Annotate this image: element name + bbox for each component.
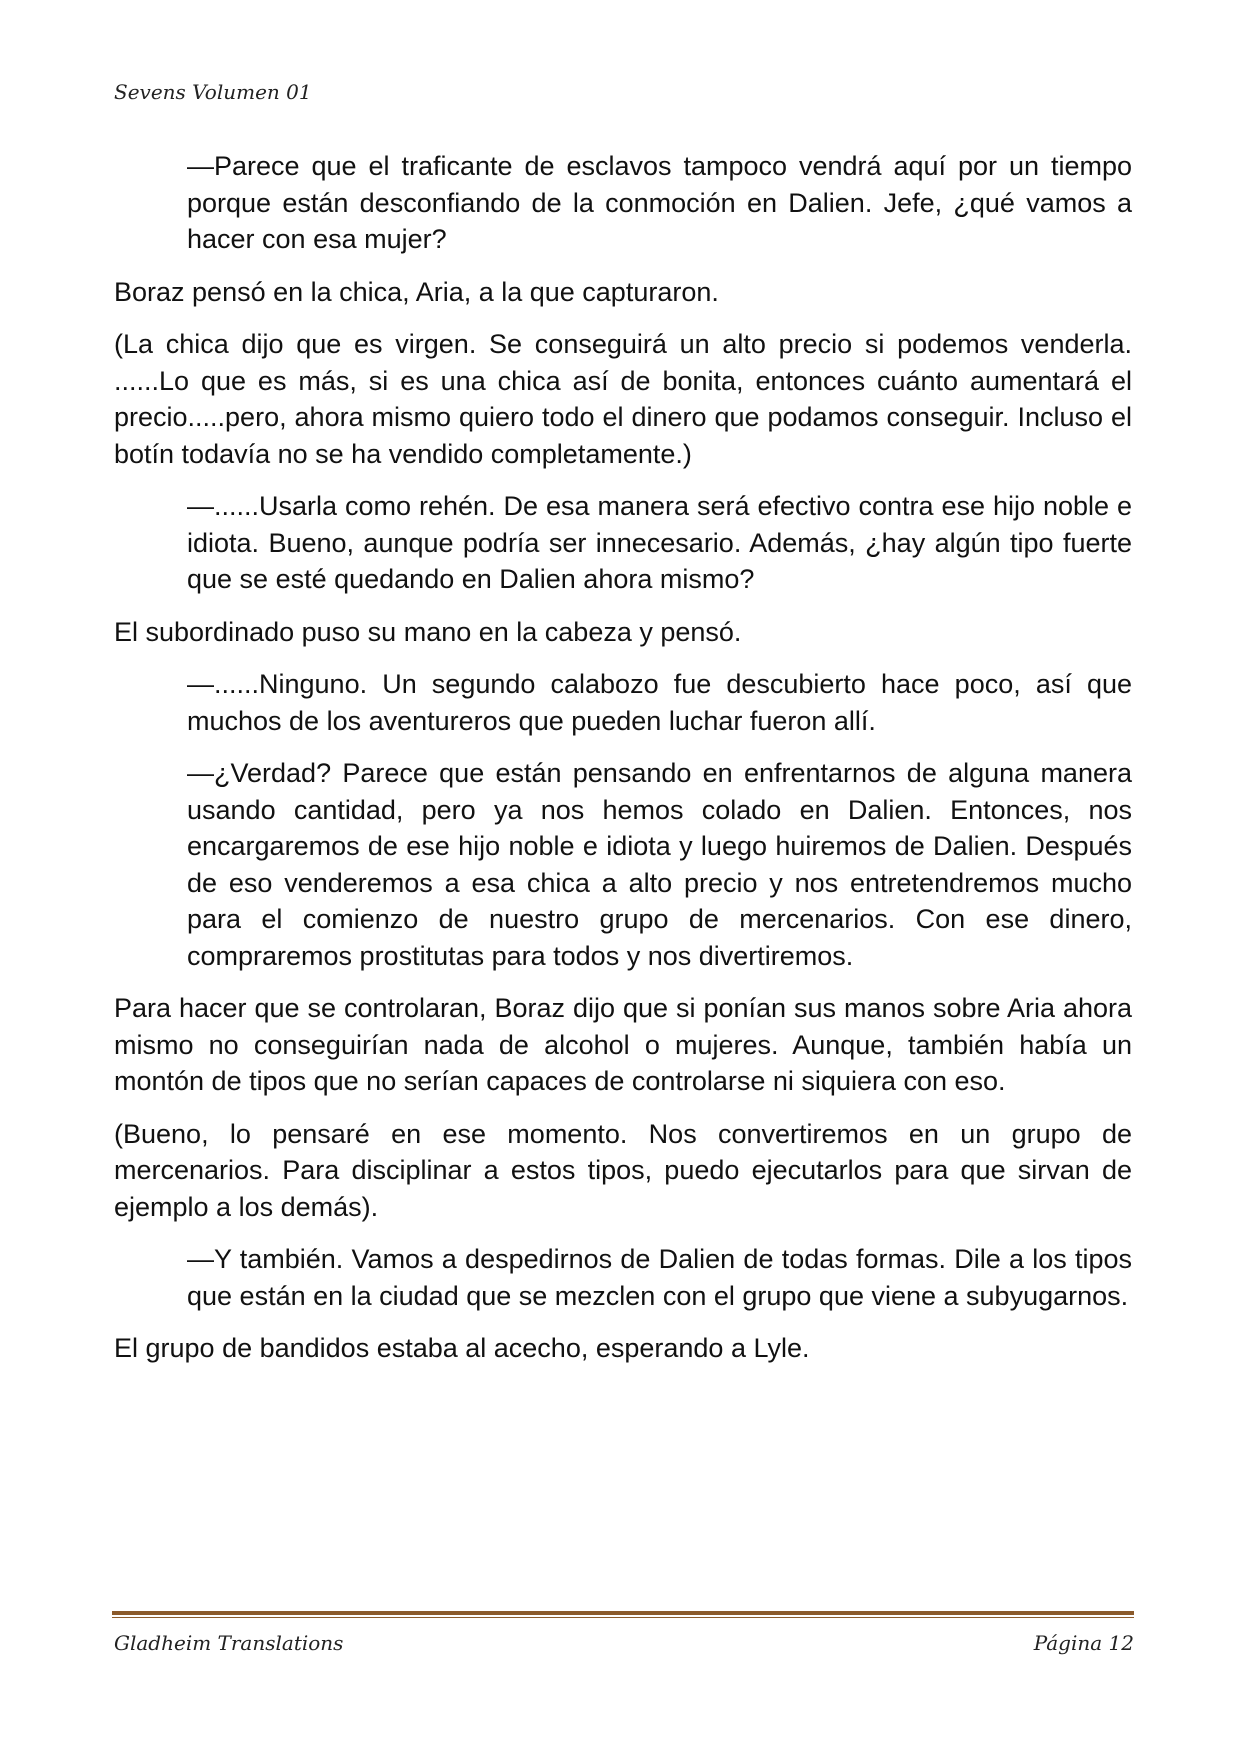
narration-paragraph: El grupo de bandidos estaba al acecho, esperando a Lyle.: [114, 1333, 810, 1363]
running-header: Sevens Volumen 01: [114, 80, 312, 104]
footer-rule-thin: [112, 1617, 1134, 1618]
narration-paragraph: Boraz pensó en la chica, Aria, a la que capturaron.: [114, 276, 719, 307]
dialogue-paragraph: —¿Verdad? Parece que están pensando en enfrentarnos de alguna manera usando cantidad, pero ya nos hemos colado en Dalien. Entonces, nos encargaremos de ese hijo noble e idiota y luego huiremos de Dalien. Después de eso venderemos a esa chica a alto precio y nos entretendremos mucho para el comienzo de nuestro grupo de mercenarios. Con ese dinero, compraremos prostitutas para todos y nos divertiremos.: [187, 758, 1132, 971]
narration-paragraph: Para hacer que se controlaran, Boraz dijo que si ponían sus manos sobre Aria ahora mismo no conseguirían nada de alcohol o mujeres. Aunque, también había un montón de tipos que no serían capaces de controlarse ni siquiera con eso.: [114, 993, 1132, 1096]
page-number: Página 12: [1033, 1631, 1134, 1655]
narration-paragraph: El subordinado puso su mano en la cabeza y pensó.: [114, 616, 742, 647]
dialogue-paragraph: —Parece que el traficante de esclavos tampoco vendrá aquí por un tiempo porque están desconfiando de la conmoción en Dalien. Jefe, ¿qué vamos a hacer con esa mujer?: [187, 151, 1132, 254]
thought-paragraph: (La chica dijo que es virgen. Se conseguirá un alto precio si podemos venderla. ......Lo que es más, si es una chica así de bonita, entonces cuánto aumentará el precio.....pero, ahora mismo quiero todo el dinero que podamos conseguir. Incluso el botín todavía no se ha vendido completamente.): [114, 329, 1132, 469]
footer-rule: [112, 1611, 1134, 1615]
dialogue-paragraph: —Y también. Vamos a despedirnos de Dalien de todas formas. Dile a los tipos que están en la ciudad que se mezclen con el grupo que viene a subyugarnos.: [187, 1244, 1132, 1311]
dialogue-paragraph: —......Usarla como rehén. De esa manera será efectivo contra ese hijo noble e idiota. Bueno, aunque podría ser innecesario. Además, ¿hay algún tipo fuerte que se esté quedando en Dalien ahora mismo?: [187, 491, 1132, 594]
dialogue-paragraph: —......Ninguno. Un segundo calabozo fue descubierto hace poco, así que muchos de los aventureros que pueden luchar fueron allí.: [187, 669, 1132, 736]
page-body: [114, 148, 1132, 1383]
thought-paragraph: (Bueno, lo pensaré en ese momento. Nos convertiremos en un grupo de mercenarios. Para disciplinar a estos tipos, puedo ejecutarlos para que sirvan de ejemplo a los demás).: [114, 1118, 1132, 1222]
footer-translator: Gladheim Translations: [114, 1631, 344, 1655]
